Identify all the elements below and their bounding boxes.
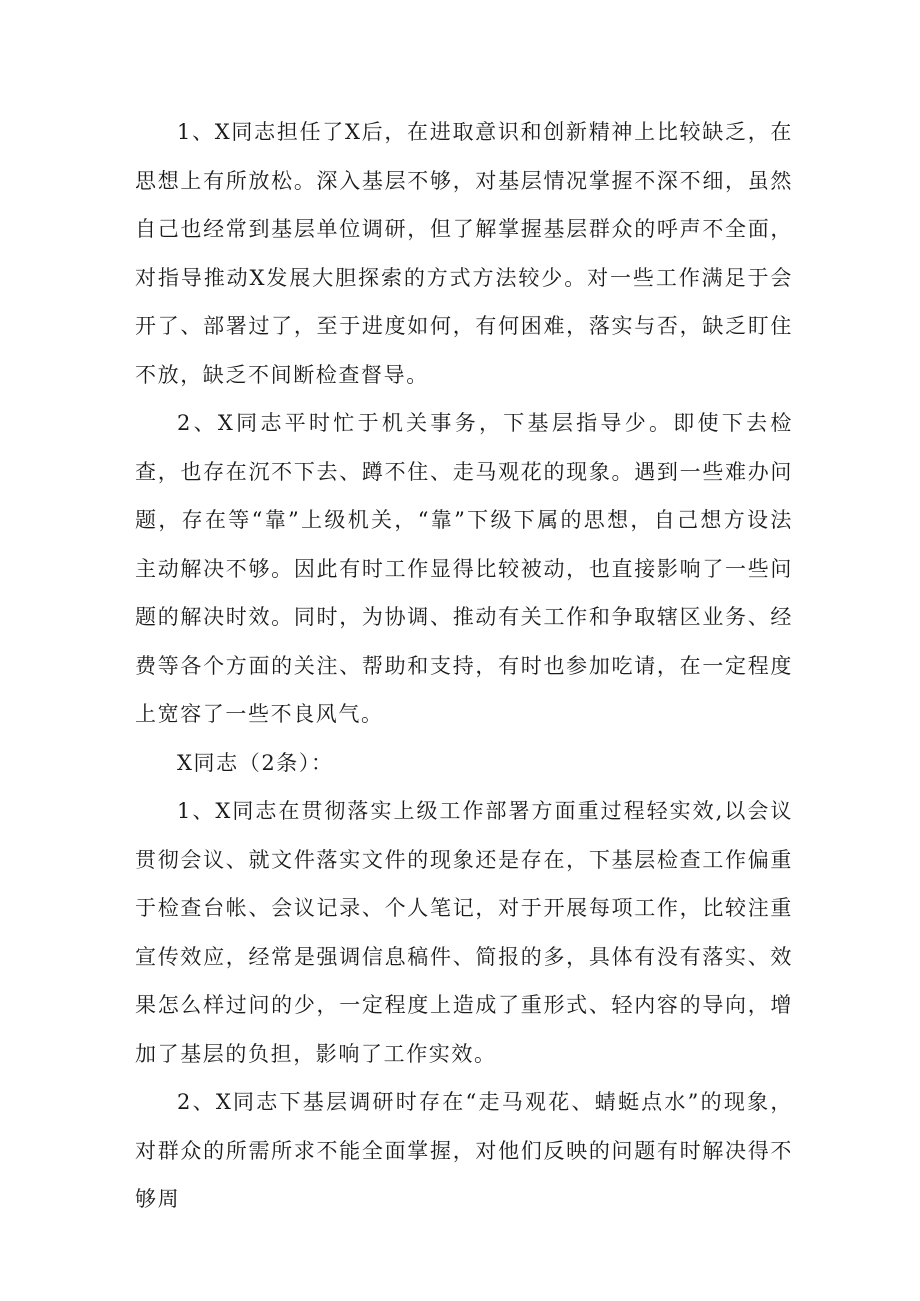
paragraph-1: 1、X同志担任了X后，在进取意识和创新精神上比较缺乏，在思想上有所放松。深入基层不够，对基层情况掌握不深不细，虽然自己也经常到基层单位调研，但了解掌握基层群众的呼声不全面，对指导推动X发展大胆探索的方式方法较少。对一些工作满足于会开了、部署过了，至于进度如何，有何困难，落实与否，缺乏盯住不放，缺乏不间断检查督导。 (135, 120, 793, 387)
paragraph-3: 1、X同志在贯彻落实上级工作部署方面重过程轻实效,以会议贯彻会议、就文件落实文件的现象还是存在，下基层检查工作偏重于检查台帐、会议记录、个人笔记，对于开展每项工作，比较注重宣传效应，经常是强调信息稿件、简报的多，具体有没有落实、效果怎么样过问的少，一定程度上造成了重形式、轻内容的导向，增加了基层的负担，影响了工作实效。 (135, 799, 793, 1066)
paragraph-2: 2、X同志平时忙于机关事务，下基层指导少。即使下去检查，也存在沉不下去、蹲不住、走马观花的现象。遇到一些难办问题，存在等“靠”上级机关，“靠”下级下属的思想，自己想方设法主动解决不够。因此有时工作显得比较被动，也直接影响了一些问题的解决时效。同时，为协调、推动有关工作和争取辖区业务、经费等各个方面的关注、帮助和支持，有时也参加吃请，在一定程度上宽容了一些不良风气。 (135, 411, 793, 726)
section-heading: X同志（2条）： (177, 750, 334, 775)
paragraph-4: 2、X同志下基层调研时存在“走马观花、蜻蜓点水”的现象，对群众的所需所求不能全面掌握，对他们反映的问题有时解决得不够周 (135, 1090, 793, 1211)
document-body (135, 108, 793, 1224)
